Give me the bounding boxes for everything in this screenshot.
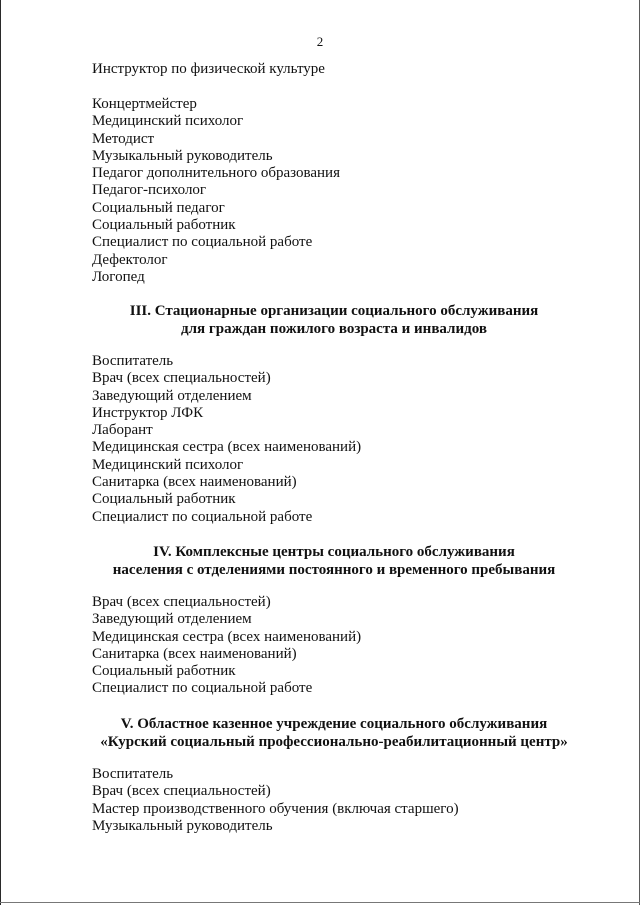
list-item: Воспитатель bbox=[92, 766, 174, 782]
section-heading-line: III. Стационарные организации социального обслуживания bbox=[129, 303, 539, 319]
section-heading-line: IV. Комплексные центры социального обслуживания bbox=[153, 544, 515, 560]
section-heading-line: «Курский социальный профессионально-реабилитационный центр» bbox=[100, 734, 568, 750]
list-item: Медицинский психолог bbox=[92, 113, 244, 130]
list-item: Дефектолог bbox=[92, 251, 168, 268]
list-item: Инструктор по физической культуре bbox=[92, 61, 325, 77]
list-item: Медицинская сестра (всех наименований) bbox=[92, 439, 362, 456]
list-item: Методист bbox=[92, 130, 155, 147]
list-item: Инструктор ЛФК bbox=[92, 404, 204, 421]
list-item: Медицинский психолог bbox=[92, 456, 244, 473]
page-number: 2 bbox=[316, 34, 324, 49]
list-item: Социальный работник bbox=[92, 663, 236, 680]
list-item: Логопед bbox=[92, 268, 145, 285]
list-item: Санитарка (всех наименований) bbox=[92, 645, 297, 662]
list-item: Врач (всех специальностей) bbox=[92, 783, 271, 800]
list-item: Заведующий отделением bbox=[92, 611, 252, 628]
list-item: Педагог-психолог bbox=[92, 182, 207, 199]
list-item: Социальный работник bbox=[92, 491, 236, 508]
position-list-general bbox=[92, 96, 340, 286]
list-item: Специалист по социальной работе bbox=[92, 508, 313, 525]
list-item: Медицинская сестра (всех наименований) bbox=[92, 628, 362, 645]
list-item: Музыкальный руководитель bbox=[92, 147, 273, 164]
list-item: Санитарка (всех наименований) bbox=[92, 474, 297, 491]
list-item: Музыкальный руководитель bbox=[92, 817, 273, 834]
list-item: Мастер производственного обучения (включая старшего) bbox=[92, 800, 459, 817]
position-list-section-iii bbox=[92, 353, 361, 526]
list-item: Заведующий отделением bbox=[92, 387, 252, 404]
section-heading-line: V. Областное казенное учреждение социального обслуживания bbox=[120, 716, 548, 732]
section-heading-line: населения с отделениями постоянного и временного пребывания bbox=[112, 562, 556, 578]
position-list-intro bbox=[92, 61, 325, 78]
section-heading-iv bbox=[0, 543, 640, 579]
list-item: Концертмейстер bbox=[92, 96, 197, 112]
section-heading-line: для граждан пожилого возраста и инвалидов bbox=[181, 321, 487, 337]
list-item: Педагог дополнительного образования bbox=[92, 165, 340, 182]
list-item: Специалист по социальной работе bbox=[92, 680, 313, 697]
list-item: Социальный работник bbox=[92, 217, 236, 234]
page-edge-bottom bbox=[0, 902, 640, 903]
list-item: Воспитатель bbox=[92, 353, 174, 369]
section-heading-iii bbox=[0, 302, 640, 338]
list-item: Врач (всех специальностей) bbox=[92, 594, 271, 610]
page-edge-left bbox=[0, 0, 1, 905]
list-item: Врач (всех специальностей) bbox=[92, 370, 271, 387]
list-item: Лаборант bbox=[92, 422, 153, 439]
section-heading-v bbox=[0, 715, 640, 751]
list-item: Специалист по социальной работе bbox=[92, 234, 313, 251]
position-list-section-v bbox=[92, 766, 459, 835]
position-list-section-iv bbox=[92, 594, 361, 698]
list-item: Социальный педагог bbox=[92, 199, 225, 216]
